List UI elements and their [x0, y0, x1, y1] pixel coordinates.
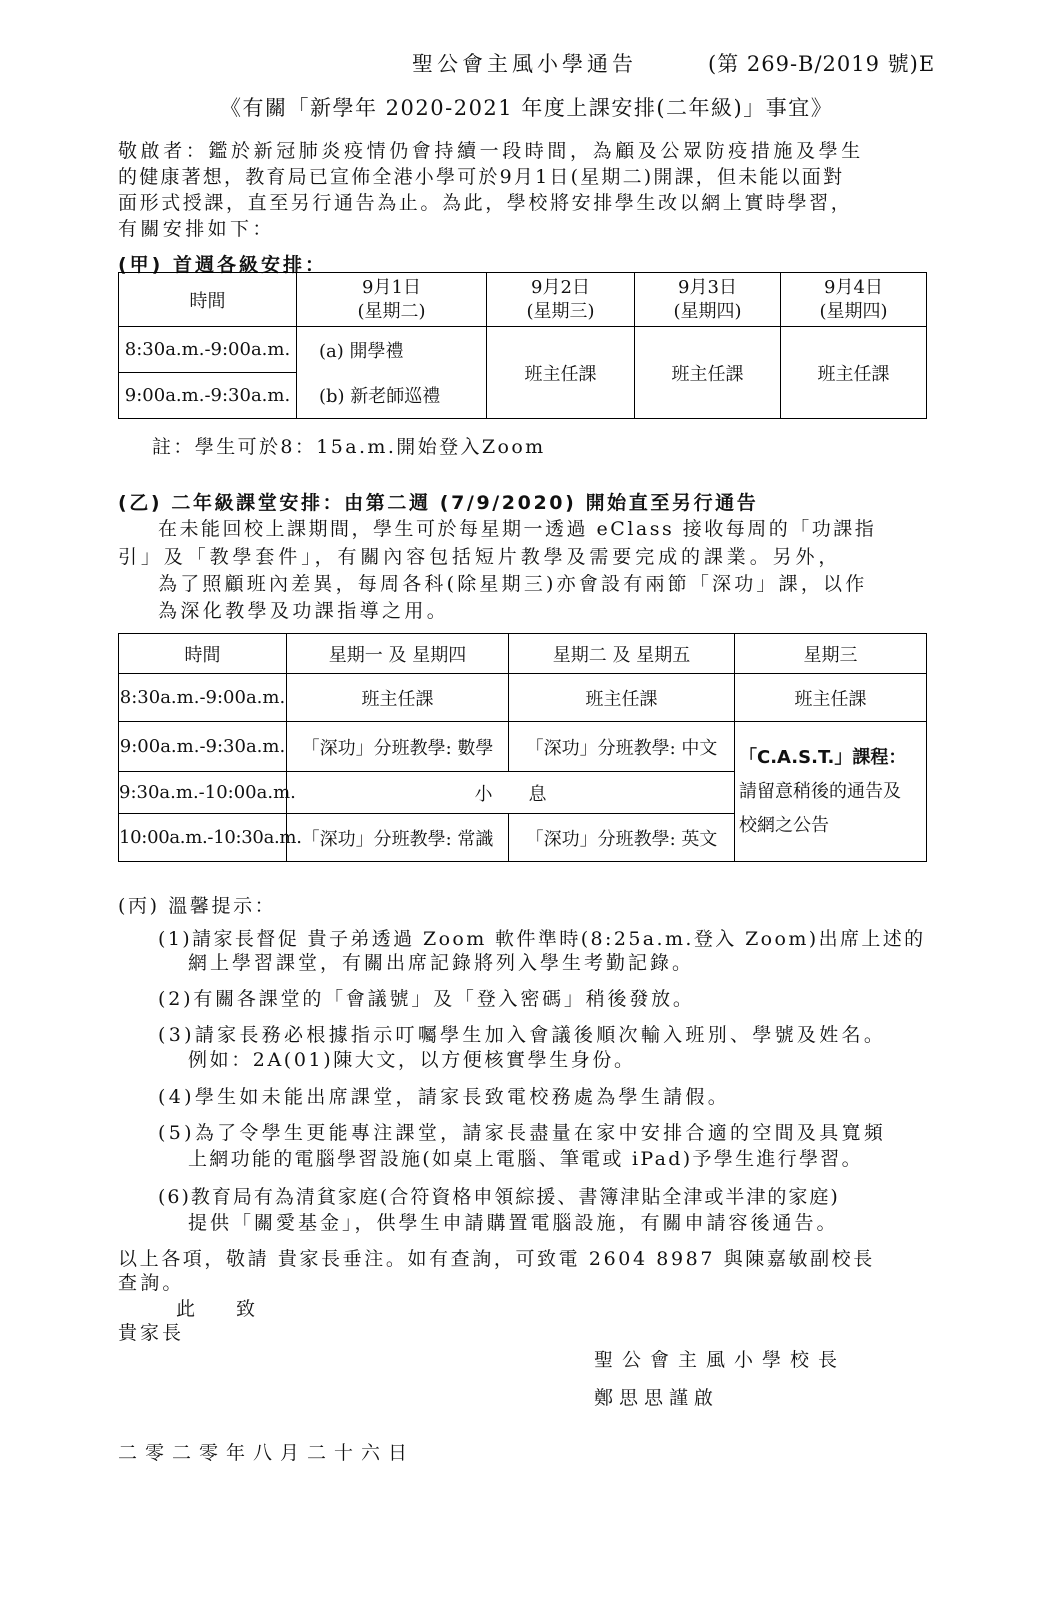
time-cell: 10:00a.m.-10:30a.m. — [119, 814, 287, 862]
time-cell: 9:00a.m.-9:30a.m. — [119, 722, 287, 772]
cast-course-cell — [735, 722, 927, 862]
section-b-line: 引」及「教學套件」，有關內容包括短片教學及需要完成的課業。另外， — [118, 546, 842, 568]
reminder-6: (6)教育局有為清貧家庭(合符資格申領綜援、書簿津貼全津或半津的家庭) — [158, 1186, 840, 1208]
reminder-3: (3)請家長務必根據指示叮囑學生加入會議後順次輸入班別、學號及姓名。 — [158, 1024, 887, 1046]
intro-line: 敬啟者：鑑於新冠肺炎疫情仍會持續一段時間，為顧及公眾防疫措施及學生 — [118, 140, 864, 162]
reminder-5-cont: 上網功能的電腦學習設施(如桌上電腦、筆電或 iPad)予學生進行學習。 — [188, 1148, 863, 1170]
section-b-line: 為深化教學及功課指導之用。 — [158, 600, 450, 622]
reminder-4: (4)學生如未能出席課堂，請家長致電校務處為學生請假。 — [158, 1086, 731, 1108]
time-cell: 9:30a.m.-10:00a.m. — [119, 772, 287, 814]
intro-line: 的健康著想，教育局已宣佈全港小學可於9月1日(星期二)開課，但未能以面對 — [118, 166, 845, 188]
recipient: 貴家長 — [118, 1322, 185, 1344]
header-mon-thu: 星期一 及 星期四 — [287, 634, 509, 674]
principal-title: 聖公會主風小學校長 — [594, 1349, 847, 1371]
notice-date: 二零二零年八月二十六日 — [118, 1442, 416, 1464]
closing-line: 查詢。 — [118, 1272, 185, 1294]
intro-line: 面形式授課，直至另行通告為止。為此，學校將安排學生改以網上實時學習， — [118, 192, 853, 214]
principal-name: 鄭思思謹啟 — [594, 1387, 720, 1409]
reminder-3-cont: 例如：2A(01)陳大文，以方便核實學生身份。 — [188, 1049, 636, 1071]
school-notice-title: 聖公會主風小學通告 — [412, 52, 637, 76]
ci-zhi: 此 致 — [176, 1298, 257, 1320]
lesson-chinese-cell: 「深功」分班教學: 中文 — [509, 722, 735, 772]
reminder-2: (2)有關各課堂的「會議號」及「登入密碼」稍後發放。 — [158, 988, 695, 1010]
lesson-math-cell: 「深功」分班教學: 數學 — [287, 722, 509, 772]
class-teacher-cell: 班主任課 — [509, 674, 735, 722]
header-wed: 星期三 — [735, 634, 927, 674]
time-cell: 8:30a.m.-9:00a.m. — [119, 327, 297, 373]
header-day-4: 9月4日 (星期四) — [781, 273, 927, 327]
class-teacher-cell: 班主任課 — [735, 674, 927, 722]
intro-line: 有關安排如下： — [118, 218, 275, 240]
section-b-line: 為了照顧班內差異，每周各科(除星期三)亦會設有兩節「深功」課，以作 — [158, 573, 868, 595]
class-teacher-cell: 班主任課 — [487, 327, 635, 419]
reminder-1-cont: 網上學習課堂，有關出席記錄將列入學生考勤記錄。 — [188, 952, 695, 974]
header-time: 時間 — [119, 634, 287, 674]
first-week-table — [118, 272, 927, 419]
class-teacher-cell: 班主任課 — [287, 674, 509, 722]
opening-ceremony-cell: (a) 開學禮 — [297, 327, 487, 373]
break-cell: 小 息 — [287, 772, 735, 814]
notice-subject: 《有關「新學年 2020-2021 年度上課安排(二年級)」事宜》 — [220, 96, 834, 120]
closing-line: 以上各項，敬請 貴家長垂注。如有查詢，可致電 2604 8987 與陳嘉敏副校長 — [118, 1248, 875, 1270]
cast-line: 校網之公告 — [739, 814, 829, 836]
reminder-5: (5)為了令學生更能專注課堂，請家長盡量在家中安排合適的空間及具寬頻 — [158, 1122, 887, 1144]
header-day-3: 9月3日 (星期四) — [635, 273, 781, 327]
header-time: 時間 — [119, 273, 297, 327]
time-cell: 9:00a.m.-9:30a.m. — [119, 373, 297, 419]
reminder-6-cont: 提供「關愛基金」，供學生申請購置電腦設施，有關申請容後通告。 — [188, 1212, 839, 1234]
section-c-heading: (丙) 溫馨提示： — [118, 895, 277, 917]
class-teacher-cell: 班主任課 — [781, 327, 927, 419]
header-day-2: 9月2日 (星期三) — [487, 273, 635, 327]
section-b-line: 在未能回校上課期間，學生可於每星期一透過 eClass 接收每周的「功課指 — [158, 518, 877, 540]
reminder-1: (1)請家長督促 貴子弟透過 Zoom 軟件準時(8:25a.m.登入 Zoom)出席上述的 — [158, 928, 926, 950]
section-b-heading: (乙) 二年級課堂安排：由第二週 (7/9/2020) 開始直至另行通告 — [118, 492, 759, 514]
cast-title: 「C.A.S.T.」課程： — [739, 746, 907, 768]
section-a-note: 註：學生可於8：15a.m.開始登入Zoom — [152, 436, 546, 458]
header-day-1: 9月1日 (星期二) — [297, 273, 487, 327]
cast-line: 請留意稍後的通告及 — [739, 780, 901, 802]
grade2-table — [118, 633, 927, 862]
time-cell: 8:30a.m.-9:00a.m. — [119, 674, 287, 722]
lesson-gs-cell: 「深功」分班教學: 常識 — [287, 814, 509, 862]
notice-number: (第 269-B/2019 號)E — [708, 52, 936, 76]
new-teacher-cell: (b) 新老師巡禮 — [297, 373, 487, 419]
header-tue-fri: 星期二 及 星期五 — [509, 634, 735, 674]
section-a-heading: (甲) 首週各級安排： — [118, 254, 327, 276]
class-teacher-cell: 班主任課 — [635, 327, 781, 419]
lesson-english-cell: 「深功」分班教學: 英文 — [509, 814, 735, 862]
